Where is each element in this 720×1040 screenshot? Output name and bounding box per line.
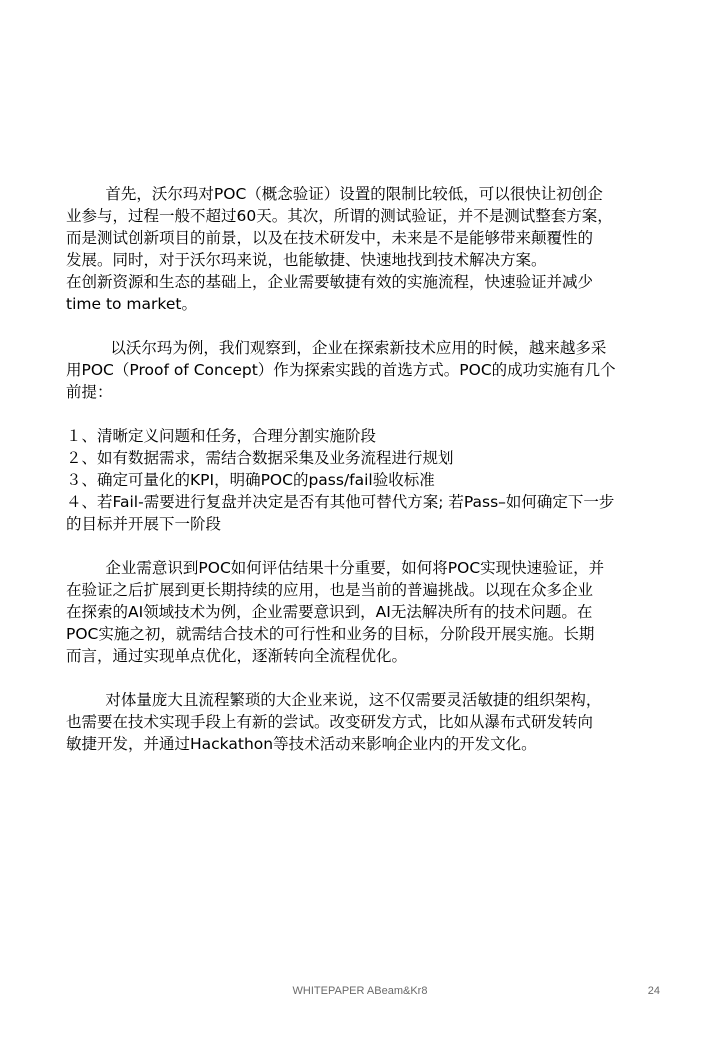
list-item: 的目标并开展下一阶段 [66, 515, 222, 533]
text-line: 在创新资源和生态的基础上，企业需要敏捷有效的实施流程，快速验证并减少 [66, 273, 594, 291]
body-text [66, 183, 672, 755]
paragraph-poc-preconditions [66, 337, 672, 403]
text-line: 发展。同时，对于沃尔玛来说，也能敏捷、快速地找到技术解决方案。 [66, 251, 547, 269]
text-line: 对体量庞大且流程繁琐的大企业来说，这不仅需要灵活敏捷的组织架构， [66, 691, 602, 709]
list-item: ３、确定可量化的KPI，明确POC的pass/fail验收标准 [66, 471, 435, 489]
text-line: 而是测试创新项目的前景，以及在技术研发中，未来是不是能够带来颠覆性的 [66, 229, 594, 247]
paragraph-spacer [66, 535, 672, 557]
text-line: 用POC（Proof of Concept）作为探索实践的首选方式。POC的成功实施有几个 [66, 361, 616, 379]
paragraph-spacer [66, 315, 672, 337]
page-number: 24 [647, 985, 660, 997]
paragraph-spacer [66, 667, 672, 689]
paragraph-large-enterprise [66, 689, 672, 755]
list-item: ２、如有数据需求，需结合数据采集及业务流程进行规划 [66, 449, 454, 467]
text-line: 敏捷开发，并通过Hackathon等技术活动来影响企业内的开发文化。 [66, 735, 537, 753]
text-line: 前提： [66, 383, 113, 401]
text-line: time to market。 [66, 295, 197, 313]
list-item: １、清晰定义问题和任务，合理分割实施阶段 [66, 427, 377, 445]
paragraph-walmart-poc-intro [66, 183, 672, 315]
text-line: 业参与，过程一般不超过60天。其次，所谓的测试验证，并不是测试整套方案， [66, 207, 613, 225]
text-line: 以沃尔玛为例，我们观察到，企业在探索新技术应用的时候，越来越多采 [66, 339, 607, 357]
list-item: ４、若Fail-需要进行复盘并决定是否有其他可替代方案; 若Pass–如何确定下一步 [66, 493, 615, 511]
text-line: 在探索的AI领域技术为例，企业需要意识到，AI无法解决所有的技术问题。在 [66, 603, 593, 621]
paragraph-poc-evaluation [66, 557, 672, 667]
numbered-list [66, 425, 672, 535]
paragraph-spacer [66, 403, 672, 425]
text-line: 而言，通过实现单点优化，逐渐转向全流程优化。 [66, 647, 408, 665]
text-line: 在验证之后扩展到更长期持续的应用，也是当前的普遍挑战。以现在众多企业 [66, 581, 594, 599]
text-line: 也需要在技术实现手段上有新的尝试。改变研发方式，比如从瀑布式研发转向 [66, 713, 594, 731]
text-line: 企业需意识到POC如何评估结果十分重要，如何将POC实现快速验证，并 [66, 559, 605, 577]
text-line: POC实施之初，就需结合技术的可行性和业务的目标，分阶段开展实施。长期 [66, 625, 595, 643]
footer-title: WHITEPAPER ABeam&Kr8 [292, 985, 428, 997]
text-line: 首先，沃尔玛对POC（概念验证）设置的限制比较低，可以很快让初创企 [66, 185, 603, 203]
